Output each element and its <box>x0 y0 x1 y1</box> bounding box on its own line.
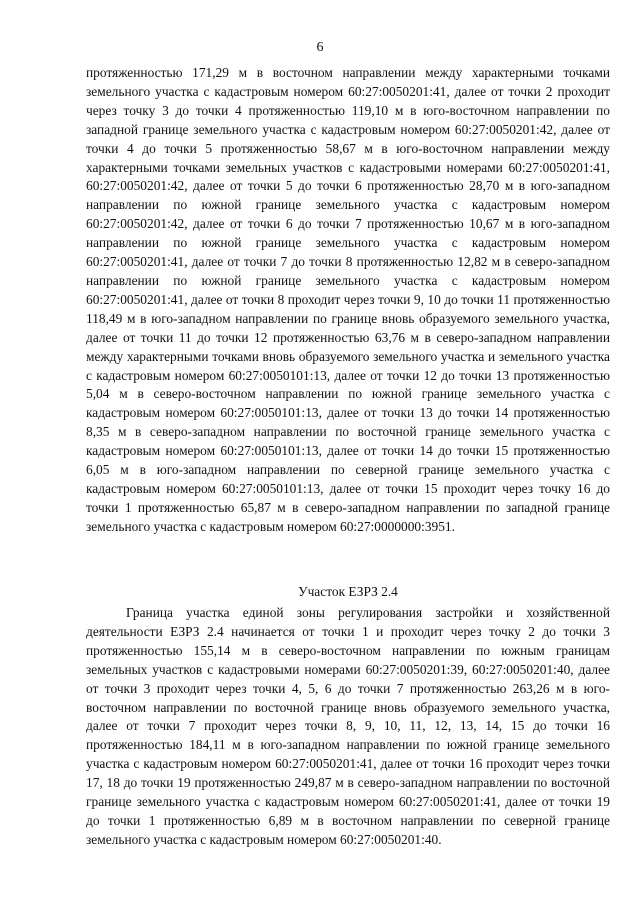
section-2-paragraph: Граница участка единой зоны регулирования застройки и хозяйственной деятельности ЕЗРЗ 2.4 начинается от точки 1 и проходит через точку 2 до точки 3 протяженностью 155,14 м в северо-восточном направлении по южным границам земельных участков с кадастровыми номерами 60:27:0050201:39, 60:27:0050201:40, далее от точки 3 проходит через точки 4, 5, 6 до точки 7 протяженностью 263,26 м в юго-восточном направлении по восточной границе вновь образуемого земельного участка, далее от точки 7 проходит через точки 8, 9, 10, 11, 12, 13, 14, 15 до точки 16 протяженностью 184,11 м в юго-западном направлении по южной границе земельного участка с кадастровым номером 60:27:0050201:41, далее от точки 16 проходит через точки 17, 18 до точки 19 протяженностью 249,87 м в северо-западном направлении по восточной границе земельного участка с кадастровым номером 60:27:0050201:41, далее от точки 19 до точки 1 протяженностью 6,89 м в восточном направлении по северной границе земельного участка с кадастровым номером 60:27:0050201:40. <box>86 605 610 847</box>
section-1-paragraph: протяженностью 171,29 м в восточном направлении между характерными точками земельного участка с кадастровым номером 60:27:0050201:41, далее от точки 2 проходит через точку 3 до точки 4 протяженностью 119,10 м в юго-восточном направлении по западной границе земельного участка с кадастровым номером 60:27:0050201:42, далее от точки 4 до точки 5 протяженностью 58,67 м в юго-восточном направлении между характерными точками земельных участков с кадастровыми номерами 60:27:0050201:41, 60:27:0050201:42, далее от точки 5 до точки 6 протяженностью 28,70 м в юго-западном направлении по южной границе земельного участка с кадастровым номером 60:27:0050201:42, далее от точки 6 до точки 7 протяженностью 10,67 м в юго-западном направлении по южной границе земельного участка с кадастровым номером 60:27:0050201:41, далее от точки 7 до точки 8 протяженностью 12,82 м в северо-западном направлении по южной границе земельного участка с кадастровым номером 60:27:0050201:41, далее от точки 8 проходит через точки 9, 10 до точки 11 протяженностью 118,49 м в юго-западном направлении по границе вновь образуемого земельного участка, далее от точки 11 до точки 12 протяженностью 63,76 м в северо-западном направлении между характерными точками вновь образуемого земельного участка и земельного участка с кадастровым номером 60:27:0050101:13, далее от точки 12 до точки 13 протяженностью 5,04 м в северо-восточном направлении по южной границе земельного участка с кадастровым номером 60:27:0050101:13, далее от точки 13 до точки 14 протяженностью 8,35 м в северо-западном направлении по восточной границе земельного участка с кадастровым номером 60:27:0050101:13, далее от точки 14 до точки 15 протяженностью 6,05 м в юго-западном направлении по северной границе земельного участка с кадастровым номером 60:27:0050101:13, далее от точки 15 проходит через точку 16 до точки 1 протяженностью 65,87 м в северо-западном направлении по западной границе земельного участка с кадастровым номером 60:27:0000000:3951. <box>86 65 610 534</box>
section-2-heading: Участок ЕЗРЗ 2.4 <box>298 584 398 599</box>
page-number: 6 <box>316 40 324 55</box>
section-1-body <box>86 64 610 537</box>
section-2-body <box>86 604 610 850</box>
